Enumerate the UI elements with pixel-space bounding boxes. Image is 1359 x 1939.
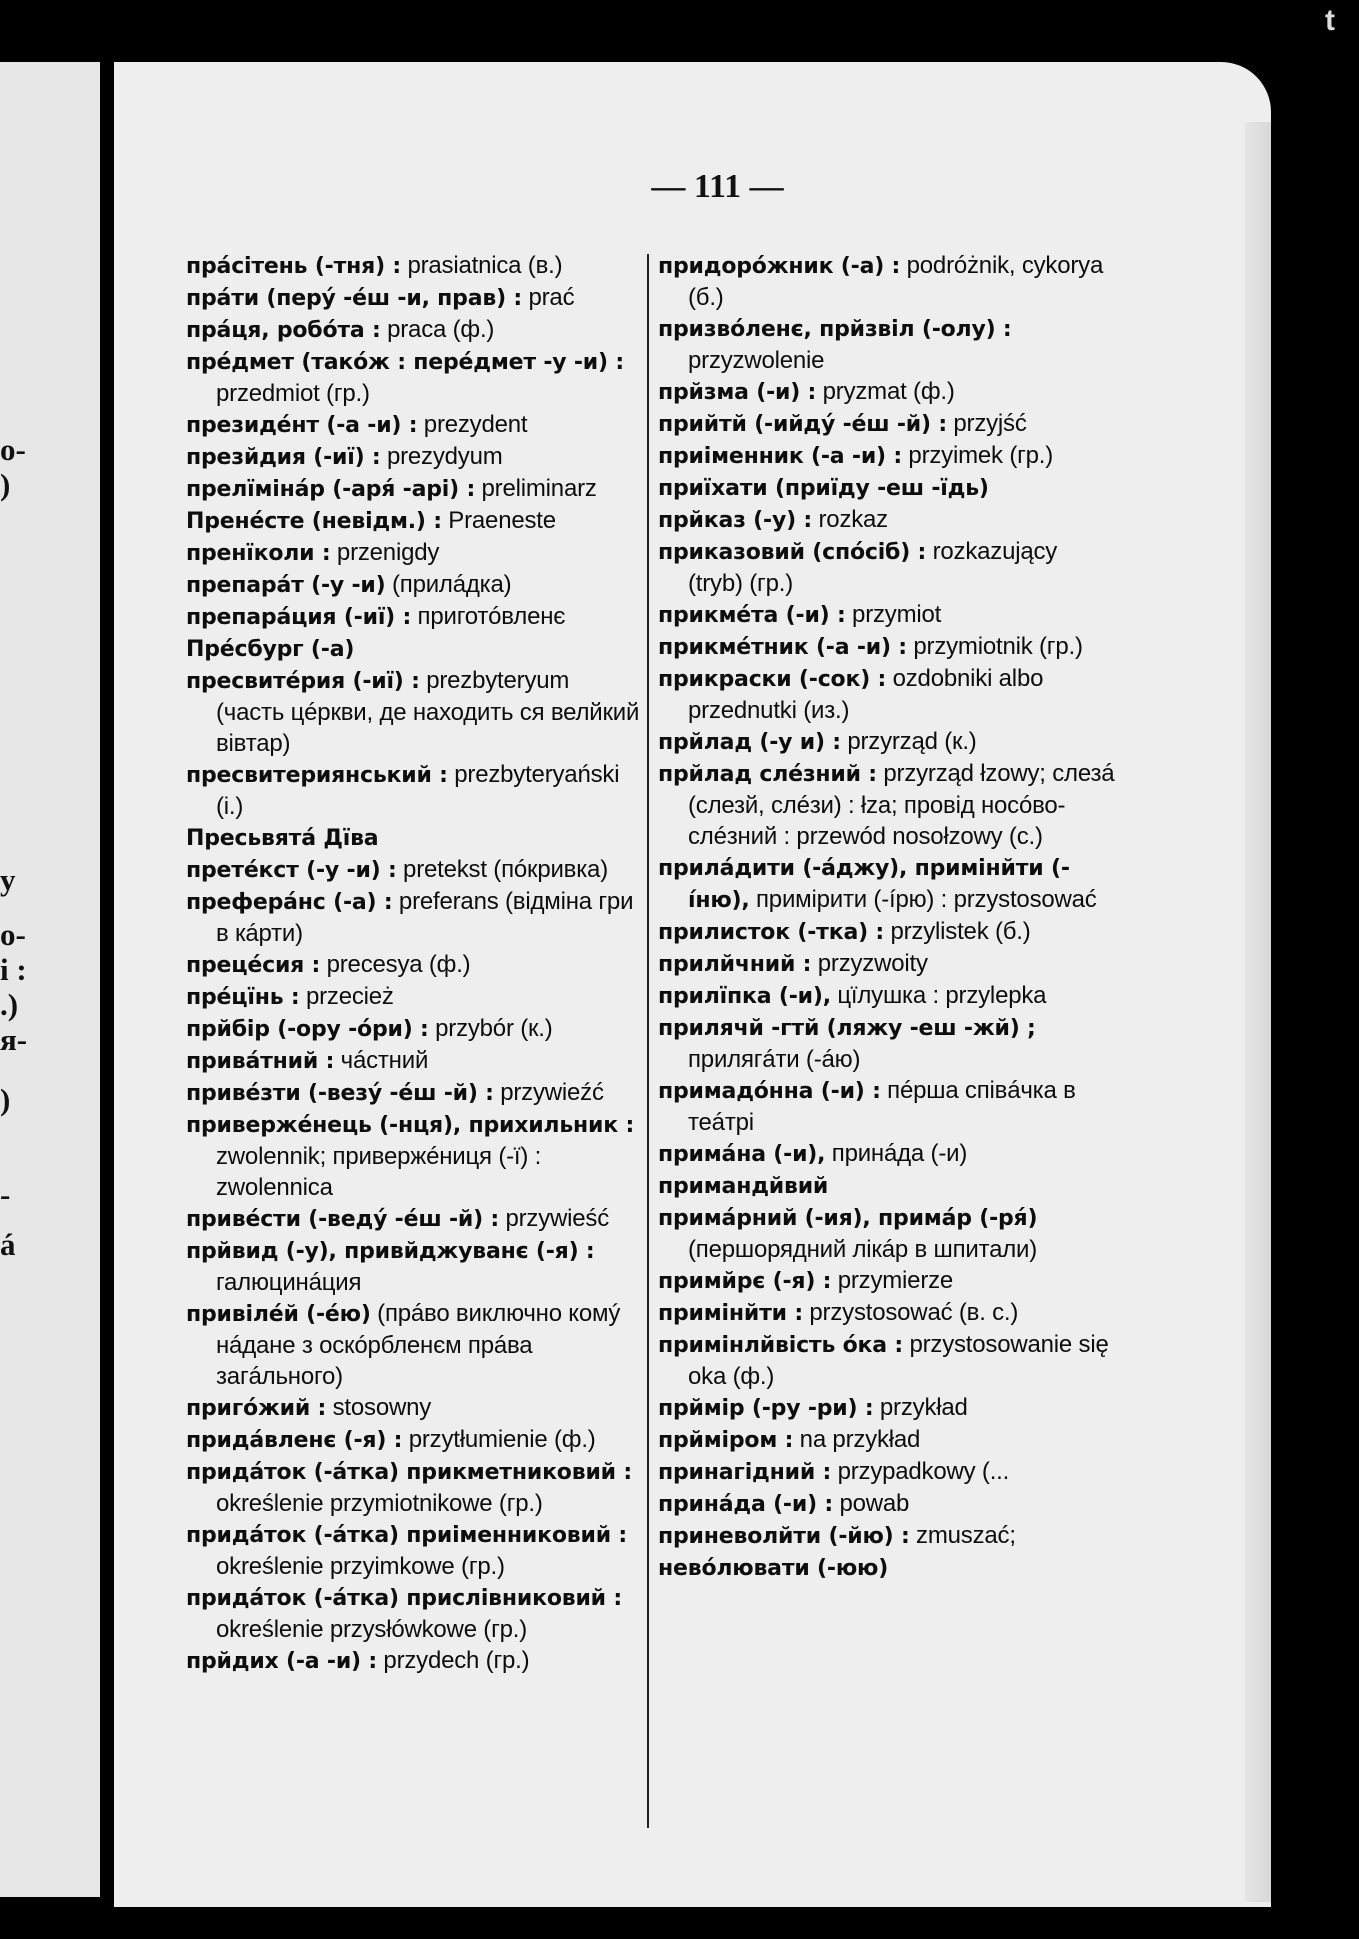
entry-headword: придáток (-áтка) прислівниковий : xyxy=(186,1586,622,1611)
entry-headword: прикраски (-сок) : xyxy=(658,667,887,692)
entry-translation: przypadkowy (... xyxy=(831,1458,1010,1485)
entry-translation: przyzwolenie xyxy=(688,347,825,374)
entry-headword: придáток (-áтка) приіменниковий : xyxy=(186,1523,627,1548)
entry-headword: прелїмінáр (-аря́ -арі) : xyxy=(186,477,476,502)
entry-translation: przymierze xyxy=(831,1267,954,1294)
dictionary-entry xyxy=(186,981,641,1013)
dictionary-entry xyxy=(658,376,1116,408)
entry-translation: prezydent xyxy=(417,411,528,438)
dictionary-entry xyxy=(186,759,641,822)
entry-headword: прйказ (-у) : xyxy=(658,508,813,533)
dictionary-entry xyxy=(658,1392,1116,1424)
dictionary-entry xyxy=(186,409,641,441)
entry-headword: примінйти : xyxy=(658,1301,803,1326)
dictionary-entry xyxy=(186,1013,641,1045)
dictionary-entry xyxy=(658,1202,1116,1265)
entry-translation: rozkaz xyxy=(812,506,888,533)
dictionary-entry xyxy=(658,408,1116,440)
entry-headword: приїхати (приїду -еш -їдь) xyxy=(658,476,989,501)
dictionary-entry xyxy=(186,854,641,886)
dictionary-entry xyxy=(186,569,641,601)
entry-headword: презйдия (-иї) : xyxy=(186,445,381,470)
entry-headword: пригóжий : xyxy=(186,1396,327,1421)
entry-headword: придорóжник (-а) : xyxy=(658,254,901,279)
right-column xyxy=(658,250,1116,1584)
dictionary-entry xyxy=(186,505,641,537)
dictionary-entry xyxy=(186,1519,641,1582)
entry-headword: привáтний : xyxy=(186,1049,335,1074)
entry-translation: przecież xyxy=(299,983,394,1010)
dictionary-entry xyxy=(186,346,641,409)
entry-headword: придáток (-áтка) прикметниковий : xyxy=(186,1460,632,1485)
entry-headword: преферáнс (-а) : xyxy=(186,890,393,915)
entry-translation: przystosowanie się oka (ф.) xyxy=(688,1331,1109,1390)
entry-headword: претéкст (-у -и) : xyxy=(186,858,397,883)
entry-headword: Прéсбург (-а) xyxy=(186,637,355,662)
dictionary-entry xyxy=(186,1235,641,1298)
corner-mark: t xyxy=(1325,4,1335,37)
entry-translation: określenie przyimkowe (гр.) xyxy=(216,1553,505,1580)
entry-translation: прилягáти (-áю) xyxy=(688,1046,861,1073)
entry-headword: препарáция (-иї) : xyxy=(186,605,412,630)
entry-headword: прéдмет (такóж : перéдмет -у -и) : xyxy=(186,350,624,375)
entry-translation: przyjść xyxy=(946,410,1027,437)
dictionary-entry xyxy=(658,313,1116,376)
entry-translation: przywieść xyxy=(499,1205,610,1232)
left-fragment: i : xyxy=(0,952,27,987)
left-fragment: o- xyxy=(0,917,26,952)
entry-translation: przykład xyxy=(873,1394,968,1421)
entry-headword: прймір (-ру -ри) : xyxy=(658,1396,874,1421)
entry-headword: прикмéта (-и) : xyxy=(658,603,846,628)
dictionary-entry xyxy=(658,1297,1116,1329)
entry-translation: цїлушка : przylepka xyxy=(830,982,1047,1009)
entry-translation: приготóвленє xyxy=(411,603,566,630)
dictionary-entry xyxy=(186,665,641,759)
dictionary-entry xyxy=(186,633,641,665)
entry-translation: ozdobniki albo przednutki (из.) xyxy=(688,665,1044,724)
dictionary-entry xyxy=(658,852,1116,916)
entry-headword: прйдих (-а -и) : xyxy=(186,1649,377,1674)
left-column xyxy=(186,250,641,1677)
entry-headword: прикмéтник (-а -и) : xyxy=(658,635,907,660)
entry-translation: przyimek (гр.) xyxy=(901,442,1054,469)
entry-headword: пренїколи : xyxy=(186,541,331,566)
dictionary-entry xyxy=(186,1582,641,1645)
entry-translation: prać xyxy=(522,284,575,311)
dictionary-entry xyxy=(186,473,641,505)
left-fragment: o- xyxy=(0,432,26,467)
entry-translation: (першорядний лікáр в шпитали) xyxy=(688,1236,1038,1263)
entry-headword: прйміром : xyxy=(658,1428,794,1453)
dictionary-entry xyxy=(186,601,641,633)
dictionary-entry xyxy=(186,537,641,569)
dictionary-entry xyxy=(658,980,1116,1012)
entry-translation: принáда (-и) xyxy=(825,1140,968,1167)
dictionary-entry xyxy=(186,1077,641,1109)
entry-headword: приказовий (спóсіб) : xyxy=(658,540,927,565)
dictionary-entry xyxy=(186,1045,641,1077)
entry-headword: Пренéсте (невідм.) : xyxy=(186,509,442,534)
entry-translation: określenie przymiotnikowe (гр.) xyxy=(216,1490,543,1517)
dictionary-entry xyxy=(186,1392,641,1424)
left-fragment: y xyxy=(0,862,16,897)
entry-headword: пресвитериянський : xyxy=(186,763,448,788)
entry-headword: Пресьвятá Дїва xyxy=(186,826,379,851)
entry-translation: określenie przysłówkowe (гр.) xyxy=(216,1616,528,1643)
entry-translation: stosowny xyxy=(326,1394,432,1421)
dictionary-entry xyxy=(186,1424,641,1456)
entry-translation: przywieźć xyxy=(493,1079,604,1106)
entry-headword: невóлювати (-юю) xyxy=(658,1556,889,1581)
entry-headword: прйбір (-ору -óри) : xyxy=(186,1017,429,1042)
entry-headword: примадóнна (-и) : xyxy=(658,1079,881,1104)
dictionary-entry xyxy=(186,441,641,473)
dictionary-entry xyxy=(186,1298,641,1392)
entry-headword: прилáдити (-áджу), примінйти (-íню), xyxy=(658,856,1070,913)
dictionary-entry xyxy=(658,1488,1116,1520)
entry-translation: (прáво виключно комý нáдане з оскóрбленєм прáва загáльного) xyxy=(216,1300,621,1390)
dictionary-entry xyxy=(186,1456,641,1519)
page-number: — 111 — xyxy=(651,168,784,205)
entry-translation: przystosować (в. с.) xyxy=(802,1299,1019,1326)
entry-translation: przylistek (б.) xyxy=(884,918,1031,945)
entry-headword: прácітень (-тня) : xyxy=(186,254,401,279)
entry-translation: zwolennik; привержéниця (-ї) : zwolennica xyxy=(216,1143,542,1201)
entry-translation: praca (ф.) xyxy=(380,316,495,343)
dictionary-entry xyxy=(658,250,1116,313)
dictionary-entry xyxy=(658,1170,1116,1202)
dictionary-entry xyxy=(658,504,1116,536)
dictionary-entry xyxy=(658,440,1116,472)
dictionary-entry xyxy=(658,1424,1116,1456)
entry-headword: прйвид (-у), привйджуванє (-я) : xyxy=(186,1239,595,1264)
entry-translation: przydech (гр.) xyxy=(376,1647,530,1674)
entry-headword: прéцїнь : xyxy=(186,985,300,1010)
dictionary-entry xyxy=(658,599,1116,631)
dictionary-entry xyxy=(186,949,641,981)
entry-translation: pryzmat (ф.) xyxy=(816,378,955,405)
dictionary-entry xyxy=(658,1552,1116,1584)
entry-headword: прáця, робóта : xyxy=(186,318,381,343)
entry-headword: призвóленє, прйзвіл (-олу) : xyxy=(658,317,1012,342)
entry-headword: приневолйти (-йю) : xyxy=(658,1524,910,1549)
dictionary-entry xyxy=(186,314,641,346)
entry-headword: примінлйвість óка : xyxy=(658,1333,903,1358)
entry-translation: prezbyteryum (часть цéркви, де находить ся велйкий вівтар) xyxy=(216,667,640,757)
entry-headword: прилїпка (-и), xyxy=(658,984,831,1009)
dictionary-entry xyxy=(186,250,641,282)
entry-translation: prasiatnica (в.) xyxy=(401,252,563,279)
dictionary-entry xyxy=(186,1109,641,1203)
left-fragment: я- xyxy=(0,1022,28,1057)
entry-translation: zmuszać; xyxy=(909,1522,1016,1549)
entry-headword: препарáт (-у -и) xyxy=(186,573,386,598)
entry-headword: прáти (перý -éш -и, прав) : xyxy=(186,286,523,311)
entry-translation: preliminarz xyxy=(475,475,597,502)
dictionary-entry xyxy=(658,726,1116,758)
entry-headword: пресвитéрия (-иї) : xyxy=(186,669,420,694)
entry-headword: придáвленє (-я) : xyxy=(186,1428,403,1453)
entry-headword: президéнт (-а -и) : xyxy=(186,413,418,438)
left-fragment: á xyxy=(0,1227,16,1262)
dictionary-entry xyxy=(658,948,1116,980)
entry-translation: przenigdy xyxy=(330,539,440,566)
entry-headword: привéзти (-везý -éш -й) : xyxy=(186,1081,494,1106)
entry-translation: przedmiot (гр.) xyxy=(216,380,370,407)
entry-headword: прйзма (-и) : xyxy=(658,380,817,405)
entry-translation: precesya (ф.) xyxy=(320,951,471,978)
left-fragment: - xyxy=(0,1177,11,1212)
entry-headword: примйрє (-я) : xyxy=(658,1269,832,1294)
entry-translation: (прилáдка) xyxy=(385,571,512,598)
entry-headword: прилйчний : xyxy=(658,952,812,977)
entry-translation: przyrząd łzowy; слезá (слезй, слéзи) : łza; провід носóво-слéзний : przewód nosołzowy (с.) xyxy=(688,760,1115,850)
dictionary-entry xyxy=(186,1203,641,1235)
entry-headword: прийтй (-ийдý -éш -й) : xyxy=(658,412,947,437)
column-divider xyxy=(647,254,649,1828)
entry-translation: pretekst (пóкривка) xyxy=(396,856,608,883)
dictionary-entry xyxy=(658,758,1116,852)
dictionary-entry xyxy=(658,536,1116,599)
entry-headword: прилячй -гтй (ляжу -еш -жй) ; xyxy=(658,1016,1036,1041)
entry-headword: примáрний (-ия), примáр (-ря́) xyxy=(658,1206,1038,1231)
dictionary-entry xyxy=(186,886,641,949)
left-fragment: .) xyxy=(0,987,19,1022)
entry-headword: принагідний : xyxy=(658,1460,832,1485)
entry-headword: прйлад (-у и) : xyxy=(658,730,841,755)
entry-headword: принáда (-и) : xyxy=(658,1492,833,1517)
dictionary-entry xyxy=(186,822,641,854)
entry-translation: prezydyum xyxy=(380,443,503,470)
adjacent-page-edge xyxy=(0,62,100,1897)
entry-translation: podróżnik, cykorya (б.) xyxy=(688,252,1104,311)
dictionary-entry xyxy=(658,1012,1116,1075)
dictionary-entry xyxy=(658,1265,1116,1297)
entry-translation: пéрша співáчка в теáтрі xyxy=(688,1077,1076,1136)
entry-translation: przyrząd (к.) xyxy=(840,728,977,755)
entry-translation: Praeneste xyxy=(441,507,556,534)
entry-translation: галюцинáция xyxy=(216,1269,362,1296)
entry-headword: прйлад слéзний : xyxy=(658,762,877,787)
dictionary-entry xyxy=(658,916,1116,948)
entry-headword: примандйвий xyxy=(658,1174,829,1199)
entry-translation: rozkazujący (tryb) (гр.) xyxy=(688,538,1058,597)
entry-translation: preferans (відміна гри в кáрти) xyxy=(216,888,634,947)
left-fragment: ) xyxy=(0,467,11,502)
entry-translation: примірити (-íрю) : przystosować xyxy=(749,886,1097,913)
entry-translation: przyzwoity xyxy=(811,950,928,977)
entry-translation: prezbyteryański (і.) xyxy=(216,761,620,820)
entry-headword: приіменник (-а -и) : xyxy=(658,444,902,469)
entry-headword: прецéсия : xyxy=(186,953,321,978)
dictionary-entry xyxy=(658,1138,1116,1170)
entry-translation: przytłumienie (ф.) xyxy=(402,1426,596,1453)
dictionary-entry xyxy=(186,282,641,314)
dictionary-page xyxy=(114,62,1271,1907)
dictionary-entry xyxy=(658,663,1116,726)
entry-headword: прилисток (-тка) : xyxy=(658,920,885,945)
dictionary-entry xyxy=(658,472,1116,504)
dictionary-entry xyxy=(658,1075,1116,1138)
dictionary-entry xyxy=(658,1329,1116,1392)
entry-translation: przymiotnik (гр.) xyxy=(906,633,1083,660)
entry-headword: привілéй (-éю) xyxy=(186,1302,371,1327)
entry-headword: примáна (-и), xyxy=(658,1142,826,1167)
entry-translation: na przykład xyxy=(793,1426,921,1453)
entry-translation: przymiot xyxy=(845,601,942,628)
entry-headword: привержéнець (-нця), прихильник : xyxy=(186,1113,635,1138)
entry-headword: привéсти (-ведý -éш -й) : xyxy=(186,1207,500,1232)
entry-translation: powab xyxy=(833,1490,910,1517)
entry-translation: чáстний xyxy=(334,1047,429,1074)
left-fragment: ) xyxy=(0,1082,11,1117)
dictionary-entry xyxy=(658,1456,1116,1488)
dictionary-entry xyxy=(658,1520,1116,1552)
dictionary-entry xyxy=(658,631,1116,663)
dictionary-entry xyxy=(186,1645,641,1677)
entry-translation: przybór (к.) xyxy=(428,1015,553,1042)
